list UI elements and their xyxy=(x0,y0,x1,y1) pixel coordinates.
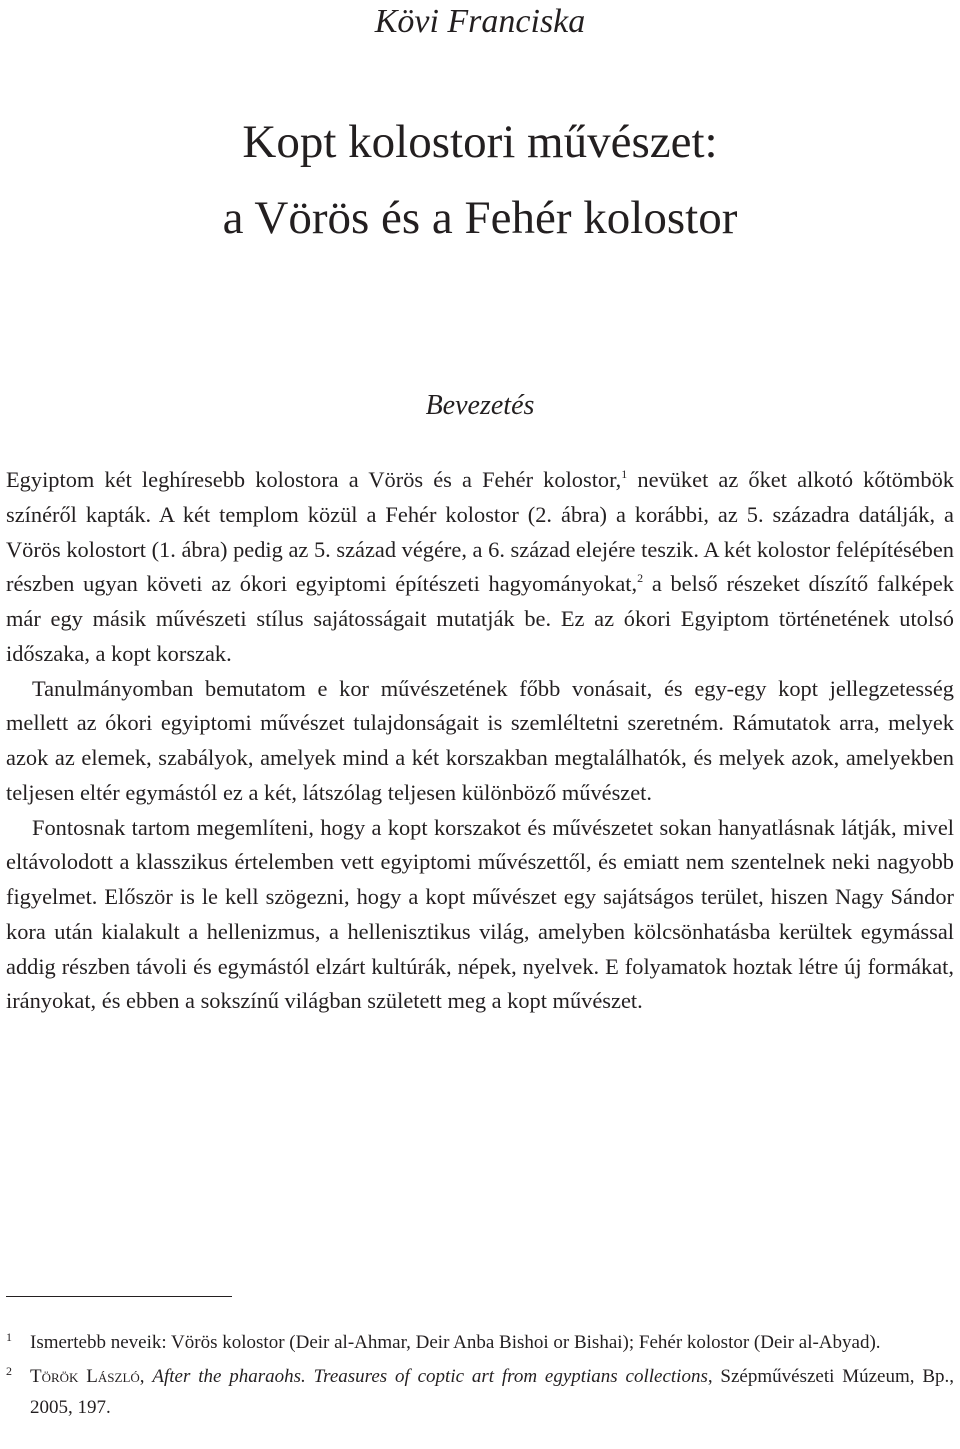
paragraph-1-part-c: a belső részeket díszítő falképek már egy másik művészeti stílus sajátosságait mutatják be. Ez az ókori Egyiptom történetének utolsó időszaka, a kopt korszak. xyxy=(6,571,954,666)
footnote-text xyxy=(30,1361,954,1423)
title-line-1: Kopt kolostori művészet: xyxy=(242,116,718,168)
footnote-ref-2: 2 xyxy=(637,571,644,586)
paragraph-1 xyxy=(6,463,954,672)
footnote-2 xyxy=(6,1361,954,1423)
body-text xyxy=(6,463,954,1019)
citation-title: After the pharaohs. Treasures of coptic art from egyptians collections xyxy=(152,1366,708,1387)
footnote-1 xyxy=(6,1327,954,1358)
paragraph-2: Tanulmányomban bemutatom e kor művészetének főbb vonásait, és egy-egy kopt jellegzetesség mellett az ókori egyiptomi művészet tulajdonságait is szemléltetni szeretném. Rámutatok arra, melyek azok az elemek, szabályok, amelyek mind a két korszakban megtalálhatók, és melyek azok, amelyekben teljesen eltér egymástól ez a két, látszólag teljesen különböző művészet. xyxy=(6,675,954,805)
footnote-number: 2 xyxy=(6,1364,12,1378)
author-name: Kövi Franciska xyxy=(374,3,586,40)
citation-separator: , xyxy=(139,1366,153,1387)
footnote-text: Ismertebb neveik: Vörös kolostor (Deir al-Ahmar, Deir Anba Bishoi or Bishai); Fehér kolostor (Deir al-Abyad). xyxy=(30,1332,881,1353)
paragraph-3: Fontosnak tartom megemlíteni, hogy a kopt korszakot és művészetet sokan hanyatlásnak látják, mivel eltávolodott a klasszikus értelemben vett egyiptomi művészettől, és emiatt nem szentelnek neki nagyobb figyelmet. Először is le kell szögezni, hogy a kopt művészet egy sajátságos terület, hiszen Nagy Sándor kora után kialakult a hellenizmus, a hellenisztikus világ, amelyben kölcsönhatásba kerültek egymással addig részben távoli és egymástól elzárt kultúrák, népek, nyelvek. E folyamatok hoztak létre új formákat, irányokat, és ebben a sokszínű világban született meg a kopt művészet. xyxy=(6,814,954,1014)
citation-details: , Szépművészeti Múzeum, Bp., 2005, 197. xyxy=(30,1366,955,1418)
footnotes xyxy=(6,1327,954,1426)
footnote-number: 1 xyxy=(6,1330,12,1344)
section-heading: Bevezetés xyxy=(425,390,535,421)
article-title xyxy=(0,104,960,256)
footnote-ref-1: 1 xyxy=(621,467,628,481)
paragraph-1-part-b: nevüket az őket alkotó kőtömbök színéről kapták. A két templom közül a Fehér kolostor (2. ábra) a korábbi, az 5. századra datálják, a Vörös kolostort (1. ábra) pedig az 5. század végére, a 6. század elejére teszik. A két kolostor felépítésében részben ugyan követi az ókori egyiptomi építészeti hagyományokat, xyxy=(6,467,954,597)
title-line-2: a Vörös és a Fehér kolostor xyxy=(222,192,738,244)
footnote-divider xyxy=(6,1296,232,1297)
citation-author: Török László xyxy=(30,1366,140,1387)
paragraph-1-part-a: Egyiptom két leghíresebb kolostora a Vörös és a Fehér kolostor, xyxy=(6,467,622,492)
